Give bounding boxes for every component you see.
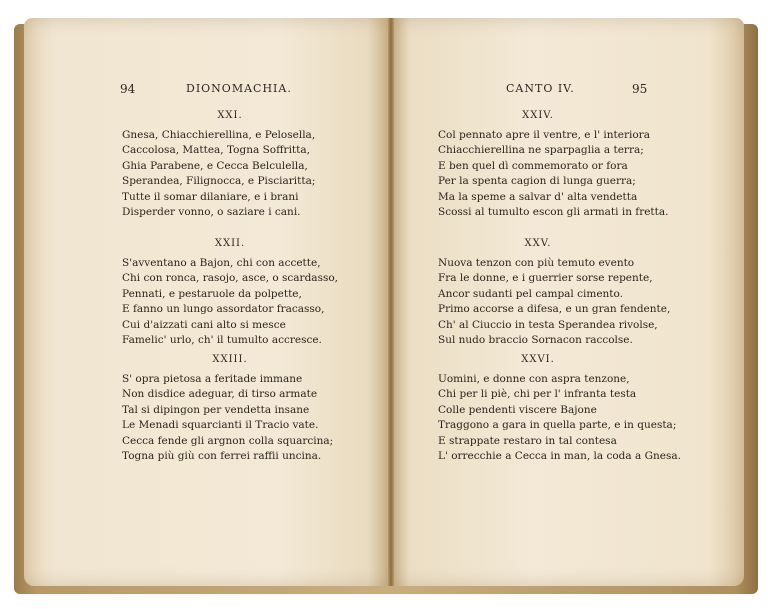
verse-line: S' opra pietosa a feritade immane xyxy=(122,373,303,385)
open-book xyxy=(14,14,758,594)
verse-line: Ch' al Ciuccio in testa Sperandea rivolse, xyxy=(438,318,658,331)
stanza-lines xyxy=(438,128,668,220)
verse-line: Chiacchierellina ne sparpaglia a terra; xyxy=(438,144,644,157)
verse-line: Cecca fende gli argnon colla squarcina; xyxy=(122,434,334,447)
verse-line: Tal si dipingon per vendetta insane xyxy=(122,403,310,416)
verse-line: Non disdice adeguar, di tirso armate xyxy=(122,388,318,401)
verse-line: Chi con ronca, rasojo, asce, o scardasso, xyxy=(122,272,338,285)
verse-line: E fanno un lungo assordator fracasso, xyxy=(122,303,325,316)
verse-line: Primo accorse a difesa, e un gran fendente, xyxy=(438,303,671,316)
stanza-number: XXIII. xyxy=(212,354,248,365)
verse-line: Famelic' urlo, ch' il tumulto accresce. xyxy=(122,334,322,347)
book-gutter xyxy=(388,18,394,586)
verse-line: Chi per li piè, chi per l' infranta testa xyxy=(438,388,637,401)
verse-line: Ancor sudanti pel campal cimento. xyxy=(438,287,623,300)
left-running-title: DIONOMACHIA. xyxy=(186,82,292,95)
verse-line: Traggono a gara in quella parte, e in questa; xyxy=(438,419,677,432)
verse-line: Disperder vonno, o saziare i cani. xyxy=(122,206,301,219)
verse-line: Col pennato apre il ventre, e l' interiora xyxy=(438,129,650,141)
verse-line: E ben quel dì commemorato or fora xyxy=(438,159,628,172)
verse-line: Caccolosa, Mattea, Togna Soffritta, xyxy=(122,144,310,157)
verse-line: Ghia Parabene, e Cecca Belculella, xyxy=(122,159,308,172)
stanza-lines xyxy=(438,372,681,464)
stanza-number: XXV. xyxy=(524,238,552,249)
verse-line: Per la spenta cagion di lunga guerra; xyxy=(438,175,636,188)
stanza-lines xyxy=(122,256,338,348)
verse-line: Cui d'aizzati cani alto si mesce xyxy=(122,318,286,331)
verse-line: Gnesa, Chiacchierellina, e Pelosella, xyxy=(122,129,316,141)
stanza-number: XXIV. xyxy=(522,110,554,121)
verse-line: Colle pendenti viscere Bajone xyxy=(438,403,597,416)
stanza-lines xyxy=(438,256,670,348)
right-page-number: 95 xyxy=(632,82,648,96)
verse-line: Uomini, e donne con aspra tenzone, xyxy=(438,373,630,385)
verse-line: Ma la speme a salvar d' alta vendetta xyxy=(438,190,638,203)
stanza-number: XXI. xyxy=(217,110,243,121)
verse-line: Nuova tenzon con più temuto evento xyxy=(438,257,635,269)
verse-line: Tutte il somar dilaniare, e i brani xyxy=(122,190,299,203)
stanza-lines xyxy=(122,128,315,220)
stanza-number: XXVI. xyxy=(521,354,555,365)
verse-line: Scossi al tumulto escon gli armati in fretta. xyxy=(438,206,669,219)
verse-line: S'avventano a Bajon, chi con accette, xyxy=(122,257,321,269)
verse-line: Sperandea, Filignocca, e Pisciaritta; xyxy=(122,175,316,188)
verse-line: Fra le donne, e i guerrier sorse repente, xyxy=(438,272,653,285)
verse-line: Sul nudo braccio Sornacon raccolse. xyxy=(438,334,633,347)
verse-line: Togna più giù con ferrei raffii uncina. xyxy=(122,450,322,463)
verse-line: E strappate restaro in tal contesa xyxy=(438,434,617,447)
left-page-number: 94 xyxy=(120,82,136,96)
verse-line: Pennati, e pestaruole da polpette, xyxy=(122,287,302,300)
verse-line: Le Menadi squarcianti il Tracio vate. xyxy=(122,419,319,432)
right-running-title: CANTO IV. xyxy=(506,82,575,95)
stanza-number: XXII. xyxy=(214,238,246,249)
stanza-lines xyxy=(122,372,333,464)
verse-line: L' orrecchie a Cecca in man, la coda a Gnesa. xyxy=(438,450,681,463)
